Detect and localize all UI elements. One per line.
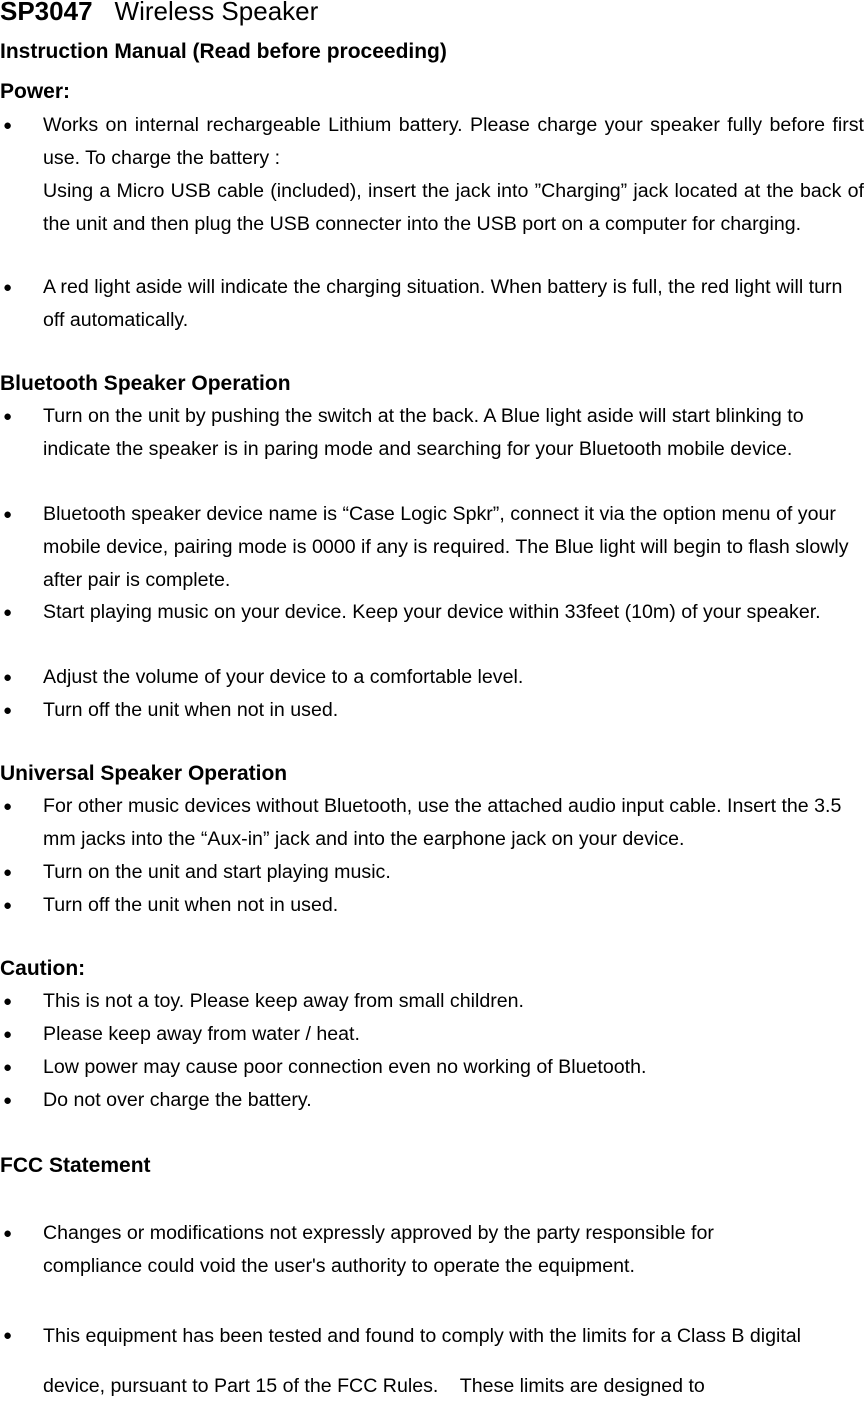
- bullet-icon: ●: [3, 506, 13, 523]
- list-item-text: Turn off the unit when not in used.: [43, 894, 339, 916]
- list-item-text: Do not over charge the battery.: [43, 1089, 312, 1111]
- list-item-text: Changes or modifications not expressly approved by the party responsible for compliance could void the user's authority to operate the equipment.: [43, 1222, 714, 1277]
- section-heading-bluetooth: Bluetooth Speaker Operation: [0, 372, 291, 395]
- manual-title: Instruction Manual (Read before proceeding): [0, 40, 447, 63]
- section-heading-fcc: FCC Statement: [0, 1154, 151, 1177]
- list-item-text: This equipment has been tested and found to comply with the limits for a Class B digital device, pursuant to Part 15 of the FCC Rules. These limits are designed to: [43, 1325, 807, 1397]
- document-title: [0, 0, 318, 28]
- list-item-text: Adjust the volume of your device to a comfortable level.: [43, 666, 524, 688]
- model-number: SP3047: [0, 0, 93, 26]
- bullet-icon: ●: [3, 798, 13, 815]
- bullet-icon: ●: [3, 1327, 13, 1344]
- list-item-text: A red light aside will indicate the charging situation. When battery is full, the red light will turn off automatically.: [43, 276, 843, 331]
- section-heading-power: Power:: [0, 80, 71, 103]
- bullet-icon: ●: [3, 864, 13, 881]
- product-name: Wireless Speaker: [114, 0, 319, 26]
- bullet-icon: ●: [3, 117, 13, 134]
- bullet-icon: ●: [3, 702, 13, 719]
- bullet-icon: ●: [3, 279, 13, 296]
- section-heading-universal: Universal Speaker Operation: [0, 762, 288, 785]
- section-heading-caution: Caution:: [0, 957, 86, 980]
- bullet-icon: ●: [3, 669, 13, 686]
- list-item-text: Start playing music on your device. Keep your device within 33feet (10m) of your speaker.: [43, 601, 821, 623]
- list-item-text: This is not a toy. Please keep away from small children.: [43, 990, 524, 1012]
- bullet-icon: ●: [3, 604, 13, 621]
- bullet-icon: ●: [3, 408, 13, 425]
- list-item-text: Turn off the unit when not in used.: [43, 699, 339, 721]
- bullet-icon: ●: [3, 1225, 13, 1242]
- bullet-icon: ●: [3, 1059, 13, 1076]
- list-item-text: [43, 109, 864, 241]
- bullet-icon: ●: [3, 1092, 13, 1109]
- list-item-text-part: Using a Micro USB cable (included), insert the jack into ”Charging” jack located at the back of the unit and then plug the USB connecter into the USB port on a computer for charging.: [43, 180, 864, 235]
- list-item-text: Bluetooth speaker device name is “Case Logic Spkr”, connect it via the option menu of your mobile device, pairing mode is 0000 if any is required. The Blue light will begin to flash slowly after pair is complete.: [43, 503, 849, 591]
- bullet-icon: ●: [3, 1026, 13, 1043]
- list-item-text: Please keep away from water / heat.: [43, 1023, 360, 1045]
- bullet-icon: ●: [3, 897, 13, 914]
- bullet-icon: ●: [3, 993, 13, 1010]
- list-item-text: Turn on the unit by pushing the switch at the back. A Blue light aside will start blinking to indicate the speaker is in paring mode and searching for your Bluetooth mobile device.: [43, 405, 804, 460]
- list-item-text: For other music devices without Bluetooth, use the attached audio input cable. Insert the 3.5 mm jacks into the “Aux-in” jack and into the earphone jack on your device.: [43, 795, 842, 850]
- list-item-text-part: Works on internal rechargeable Lithium battery. Please charge your speaker fully before first use. To charge the battery :: [43, 114, 864, 169]
- list-item-text: Turn on the unit and start playing music.: [43, 861, 391, 883]
- list-item-text: Low power may cause poor connection even no working of Bluetooth.: [43, 1056, 647, 1078]
